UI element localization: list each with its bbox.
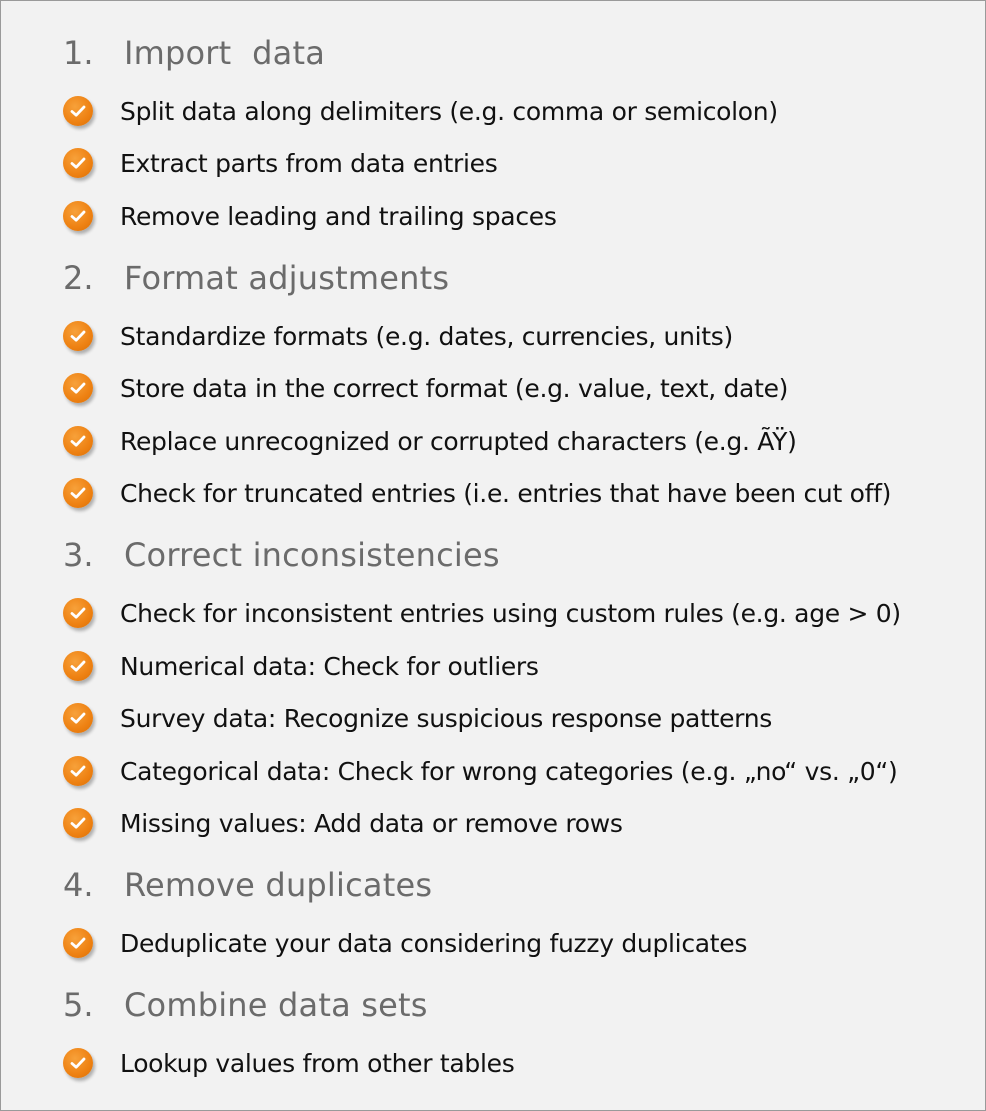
checklist-item-text: Check for truncated entries (i.e. entries that have been cut off) bbox=[120, 478, 892, 508]
checklist-item-text: Categorical data: Check for wrong categories (e.g. „no“ vs. „0“) bbox=[120, 756, 898, 786]
checklist-item-text: Remove leading and trailing spaces bbox=[120, 201, 557, 231]
checklist-item-text: Missing values: Add data or remove rows bbox=[120, 808, 623, 838]
section-number: 2. bbox=[63, 259, 94, 297]
section-title: Combine data sets bbox=[124, 986, 428, 1024]
checklist-item-text: Replace unrecognized or corrupted characters (e.g. ÃŸ) bbox=[120, 426, 797, 456]
section-heading bbox=[63, 535, 500, 575]
checklist-item bbox=[63, 595, 901, 631]
checkmark-icon bbox=[63, 96, 93, 126]
checklist-item-text: Lookup values from other tables bbox=[120, 1048, 515, 1078]
checklist-item bbox=[63, 925, 747, 961]
checklist-item bbox=[63, 318, 733, 354]
section-heading bbox=[63, 865, 432, 905]
checklist-item bbox=[63, 753, 897, 789]
checklist-item bbox=[63, 805, 623, 841]
checkmark-icon bbox=[63, 373, 93, 403]
checkmark-icon bbox=[63, 808, 93, 838]
checklist-item-text: Extract parts from data entries bbox=[120, 148, 498, 178]
checkmark-icon bbox=[63, 201, 93, 231]
section-heading bbox=[63, 985, 428, 1025]
checklist-item-text: Store data in the correct format (e.g. value, text, date) bbox=[120, 373, 789, 403]
section-number: 5. bbox=[63, 986, 94, 1024]
checklist-item bbox=[63, 648, 539, 684]
checkmark-icon bbox=[63, 756, 93, 786]
checklist-item bbox=[63, 1045, 514, 1081]
checklist-item bbox=[63, 700, 772, 736]
checklist-item bbox=[63, 198, 557, 234]
checklist-item bbox=[63, 145, 497, 181]
checklist-item bbox=[63, 370, 788, 406]
checkmark-icon bbox=[63, 478, 93, 508]
checkmark-icon bbox=[63, 321, 93, 351]
checklist-item-text: Standardize formats (e.g. dates, currencies, units) bbox=[120, 321, 733, 351]
checkmark-icon bbox=[63, 651, 93, 681]
checklist-item-text: Split data along delimiters (e.g. comma or semicolon) bbox=[120, 96, 778, 126]
section-title: Remove duplicates bbox=[124, 866, 433, 904]
checkmark-icon bbox=[63, 1048, 93, 1078]
checklist-item-text: Check for inconsistent entries using custom rules (e.g. age > 0) bbox=[120, 598, 901, 628]
checkmark-icon bbox=[63, 703, 93, 733]
section-title: Format adjustments bbox=[124, 259, 450, 297]
checklist-item-text: Deduplicate your data considering fuzzy duplicates bbox=[120, 928, 748, 958]
section-title: Import data bbox=[124, 34, 326, 72]
section-number: 3. bbox=[63, 536, 94, 574]
checklist-item bbox=[63, 93, 778, 129]
checkmark-icon bbox=[63, 426, 93, 456]
section-number: 1. bbox=[63, 34, 94, 72]
checklist-item-text: Survey data: Recognize suspicious response patterns bbox=[120, 703, 772, 733]
section-title: Correct inconsistencies bbox=[124, 536, 500, 574]
checkmark-icon bbox=[63, 598, 93, 628]
checklist-item bbox=[63, 475, 891, 511]
checkmark-icon bbox=[63, 148, 93, 178]
section-heading bbox=[63, 33, 325, 73]
checkmark-icon bbox=[63, 928, 93, 958]
checklist-item-text: Numerical data: Check for outliers bbox=[120, 651, 539, 681]
checklist-item bbox=[63, 423, 797, 459]
section-heading bbox=[63, 258, 449, 298]
section-number: 4. bbox=[63, 866, 94, 904]
